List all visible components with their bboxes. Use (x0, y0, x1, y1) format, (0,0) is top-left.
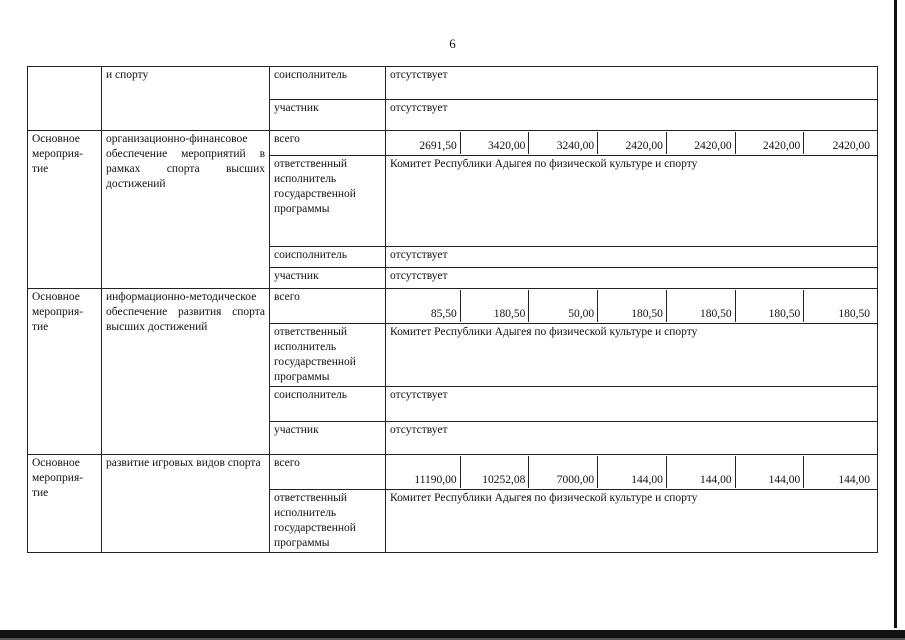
block1-value-3: 3240,00 (529, 132, 598, 154)
block2-value-6: 180,50 (736, 290, 805, 322)
block3-total-label: всего (270, 455, 386, 490)
block3-value-2: 10252,08 (461, 456, 530, 488)
block1-type: Основное мероприя-тие (28, 131, 102, 289)
block3-values (386, 455, 878, 490)
block2-coexec-value: отсутствует (386, 387, 878, 422)
block1-value-4: 2420,00 (598, 132, 667, 154)
block1-resp-label: ответственный исполнитель государственной программы (270, 156, 386, 247)
block3-value-5: 144,00 (667, 456, 736, 488)
block2-participant-value: отсутствует (386, 422, 878, 455)
block1-participant-value: отсутствует (386, 268, 878, 289)
block1-value-7: 2420,00 (832, 140, 870, 152)
block1-resp-value: Комитет Республики Адыгея по физической культуре и спорту (386, 156, 878, 247)
scan-edge-bottom (0, 630, 905, 638)
block3-values-row (390, 456, 873, 488)
cont-coexec-value: отсутствует (386, 67, 878, 100)
cont-participant-value: отсутствует (386, 100, 878, 131)
block3-type: Основное мероприя-тие (28, 455, 102, 553)
program-table (27, 66, 878, 553)
block1-values (386, 131, 878, 156)
block2-resp-label: ответственный исполнитель государственной программы (270, 324, 386, 387)
block1-value-5: 2420,00 (667, 132, 736, 154)
block2-values-row (390, 290, 873, 322)
block2-value-5: 180,50 (667, 290, 736, 322)
cont-event-cell: и спорту (102, 67, 270, 131)
block2-name: информационно-методическое обеспечение развития спорта высших достижений (102, 289, 270, 455)
block1-values-row (390, 132, 873, 154)
block2-participant-label: участник (270, 422, 386, 455)
scan-edge-right (894, 0, 897, 628)
block1-participant-label: участник (270, 268, 386, 289)
page-number: 6 (449, 36, 456, 51)
block2-value-3: 50,00 (529, 290, 598, 322)
block2-type: Основное мероприя-тие (28, 289, 102, 455)
block2-total-label: всего (270, 289, 386, 324)
block2-resp-value: Комитет Республики Адыгея по физической культуре и спорту (386, 324, 878, 387)
block1-value-6: 2420,00 (736, 132, 805, 154)
block3-value-7: 144,00 (838, 474, 870, 486)
block3-value-1: 11190,00 (390, 456, 461, 488)
block1-value-1: 2691,50 (390, 132, 461, 154)
block2-value-2: 180,50 (461, 290, 530, 322)
block2-value-4: 180,50 (598, 290, 667, 322)
block1-name: организационно-финансовое обеспечение мероприятий в рамках спорта высших достижений (102, 131, 270, 289)
block2-values (386, 289, 878, 324)
block1-coexec-value: отсутствует (386, 247, 878, 268)
block1-coexec-label: соисполнитель (270, 247, 386, 268)
block1-total-label: всего (270, 131, 386, 156)
block3-value-3: 7000,00 (529, 456, 598, 488)
block3-resp-value: Комитет Республики Адыгея по физической культуре и спорту (386, 490, 878, 553)
block3-name: развитие игровых видов спорта (102, 455, 270, 553)
block2-coexec-label: соисполнитель (270, 387, 386, 422)
block1-value-2: 3420,00 (461, 132, 530, 154)
block3-value-4: 144,00 (598, 456, 667, 488)
cont-type-cell (28, 67, 102, 131)
block3-value-6: 144,00 (736, 456, 805, 488)
block2-value-1: 85,50 (390, 290, 461, 322)
block3-resp-label: ответственный исполнитель государственной программы (270, 490, 386, 553)
cont-coexec-label: соисполнитель (270, 67, 386, 100)
cont-participant-label: участник (270, 100, 386, 131)
block2-value-7: 180,50 (838, 308, 870, 320)
